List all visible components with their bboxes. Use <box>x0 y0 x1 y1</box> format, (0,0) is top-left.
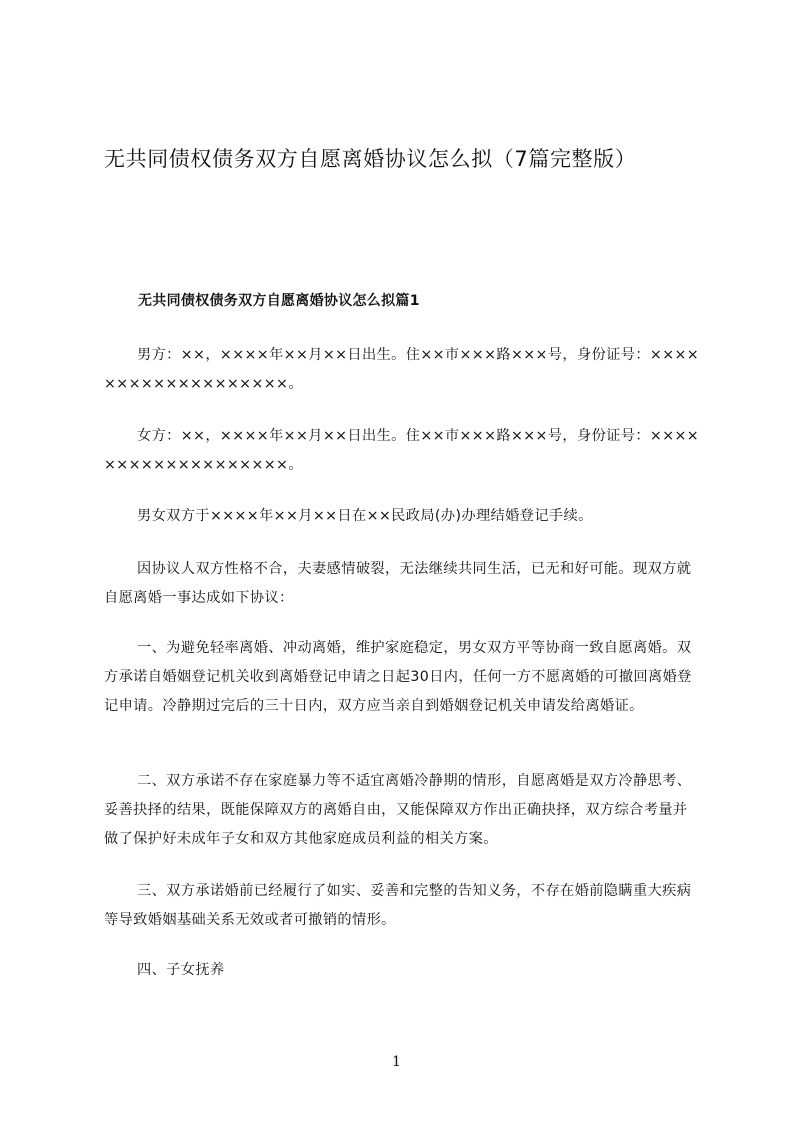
paragraph-wife-info: 女方：××，××××年××月××日出生。住××市×××路×××号，身份证号：×××××××××××××××××××。 <box>104 428 700 473</box>
paragraph-marriage-registration: 男女双方于××××年××月××日在××民政局(办)办理结婚登记手续。 <box>137 508 593 524</box>
document-title: 无共同债权债务双方自愿离婚协议怎么拟（7篇完整版） <box>104 147 637 171</box>
paragraph-clause-2: 二、双方承诺不存在家庭暴力等不适宜离婚冷静期的情形，自愿离婚是双方冷静思考、妥善抉择的结果，既能保障双方的离婚自由，又能保障双方作出正确抉择，双方综合考量并做了保护好未成年子女和双方其他家庭成员利益的相关方案。 <box>104 773 692 847</box>
paragraph-clause-1: 一、为避免轻率离婚、冲动离婚，维护家庭稳定，男女双方平等协商一致自愿离婚。双方承诺自婚姻登记机关收到离婚登记申请之日起30日内，任何一方不愿离婚的可撤回离婚登记申请。冷静期过完后的三十日内，双方应当亲自到婚姻登记机关申请发给离婚证。 <box>104 640 692 714</box>
paragraph-husband-info: 男方：××，××××年××月××日出生。住××市×××路×××号，身份证号：×××××××××××××××××××。 <box>104 347 700 392</box>
page-number: 1 <box>392 1054 401 1070</box>
paragraph-clause-4-heading: 四、子女抚养 <box>137 962 225 978</box>
paragraph-reason: 因协议人双方性格不合，夫妻感情破裂，无法继续共同生活，已无和好可能。现双方就自愿离婚一事达成如下协议： <box>104 561 692 606</box>
section-heading: 无共同债权债务双方自愿离婚协议怎么拟篇1 <box>138 293 420 309</box>
paragraph-clause-3: 三、双方承诺婚前已经履行了如实、妥善和完整的告知义务，不存在婚前隐瞒重大疾病等导致婚姻基础关系无效或者可撤销的情形。 <box>104 883 692 928</box>
